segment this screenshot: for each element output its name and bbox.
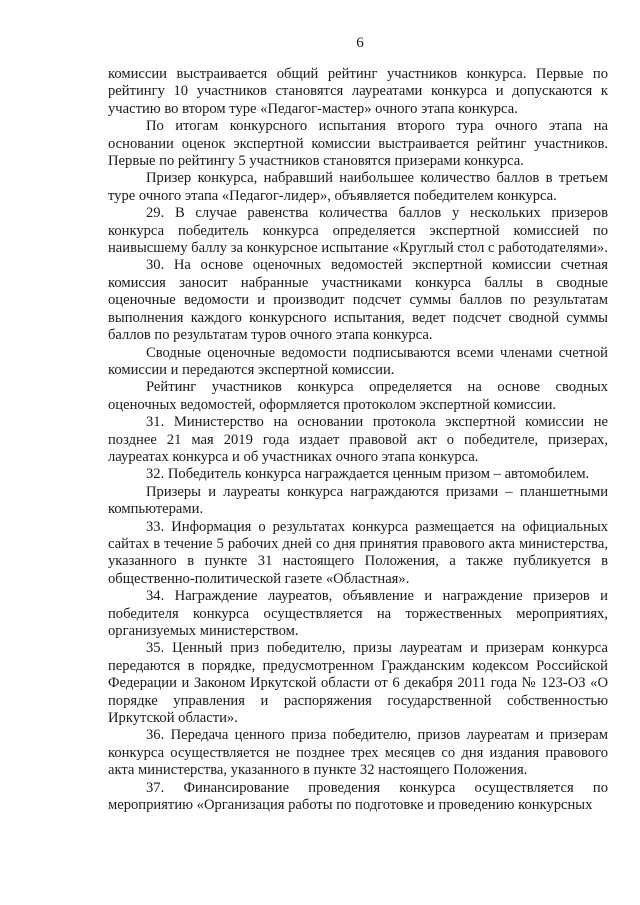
paragraph: 33. Информация о результатах конкурса размещается на официальных сайтах в течение 5 рабочих дней со дня принятия правового акта министерства, указанного в пункте 31 настоящего Положения, а также публикуется в общественно-политической газете «Областная». [108, 518, 608, 587]
paragraph: 37. Финансирование проведения конкурса осуществляется по мероприятию «Организация работы по подготовке и проведению конкурсных [108, 779, 608, 814]
paragraph: Рейтинг участников конкурса определяется на основе сводных оценочных ведомостей, оформляется протоколом экспертной комиссии. [108, 379, 608, 413]
paragraph: 35. Ценный приз победителю, призы лауреатам и призерам конкурса передаются в порядке, предусмотренном Гражданским кодексом Российской Федерации и Законом Иркутской области от 6 декабря 2011 года № 123-ОЗ «О порядке управления и распоряжения государственной собственностью Иркутской области». [108, 640, 608, 727]
paragraph: 31. Министерство на основании протокола экспертной комиссии не позднее 21 мая 2019 года издает правовой акт о победителе, призерах, лауреатах конкурса и об участниках очного этапа конкурса. [108, 414, 608, 465]
document-body [108, 66, 608, 814]
paragraph: комиссии выстраивается общий рейтинг участников конкурса. Первые по рейтингу 10 участников становятся лауреатами конкурса и допускаются к участию во втором туре «Педагог-мастер» очного этапа конкурса. [108, 66, 608, 117]
page-number: 6 [356, 35, 364, 51]
paragraph: 34. Награждение лауреатов, объявление и награждение призеров и победителя конкурса осуществляется на торжественных мероприятиях, организуемых министерством. [108, 588, 608, 639]
paragraph: 29. В случае равенства количества баллов у нескольких призеров конкурса победитель конкурса определяется экспертной комиссией по наивысшему баллу за конкурсное испытание «Круглый стол с работодателями». [108, 205, 608, 257]
paragraph: 36. Передача ценного приза победителю, призов лауреатам и призерам конкурса осуществляется не позднее трех месяцев со дня издания правового акта министерства, указанного в пункте 32 настоящего Положения. [108, 727, 608, 779]
paragraph: 32. Победитель конкурса награждается ценным призом – автомобилем. [146, 466, 590, 483]
paragraph: Призер конкурса, набравший наибольшее количество баллов в третьем туре очного этапа «Педагог-лидер», объявляется победителем конкурса. [108, 170, 608, 204]
paragraph: Призеры и лауреаты конкурса награждаются призами – планшетными компьютерами. [108, 483, 608, 518]
paragraph: 30. На основе оценочных ведомостей экспертной комиссии счетная комиссия заносит набранные участниками конкурса баллы в сводные оценочные ведомости и производит подсчет суммы баллов по результатам выполнения каждого конкурсного испытания, ведет подсчет сводной суммы баллов по результатам туров очного этапа конкурса. [108, 257, 608, 344]
paragraph: Сводные оценочные ведомости подписываются всеми членами счетной комиссии и передаются экспертной комиссии. [108, 344, 608, 378]
paragraph: По итогам конкурсного испытания второго тура очного этапа на основании оценок экспертной комиссии выстраивается рейтинг участников. Первые по рейтингу 5 участников становятся призерами конкурса. [108, 118, 608, 170]
